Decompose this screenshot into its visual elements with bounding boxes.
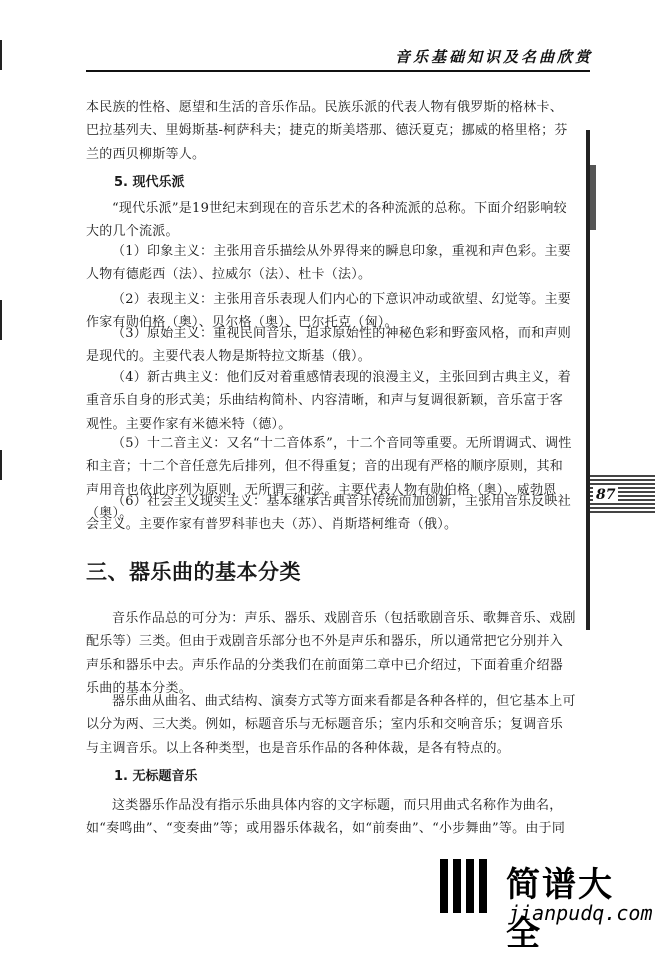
modern-school-heading: 5. 现代乐派 (114, 175, 185, 190)
primitivism-paragraph: （3）原始主义：重视民间音乐，追求原始性的神秘色彩和野蛮风格，而和声则是现代的。主要代表人物是斯特拉文斯基（俄）。 (86, 326, 572, 365)
running-header: 音乐基础知识及名曲欣赏 (394, 48, 593, 66)
piano-keys-icon (436, 855, 498, 917)
classification-paragraph-2: 器乐曲从曲名、曲式结构、演奏方式等方面来看都是各种各样的，但它基本上可以分为两、三大类。例如，标题音乐与无标题音乐；室内乐和交响音乐；复调音乐与主调音乐。以上各种类型，也是音乐作品的各种体裁，是各有特点的。 (86, 694, 576, 756)
watermark-title: 简谱大全 (506, 865, 614, 954)
twelve-tone-paragraph: （5）十二音主义：又名“十二音体系”，十二个音同等重要。无所谓调式、调性和主音；十二个音任意先后排列，但不得重复；音的出现有严格的顺序原则，其和声用音也依此序列为原则，无所谓三和弦。主要代表人物有勋伯格（奥）、威勃恩（奥）。 (86, 436, 572, 522)
neoclassicism-paragraph: （4）新古典主义：他们反对着重感情表现的浪漫主义，主张回到古典主义，着重音乐自身的形式美；乐曲结构简朴、内容清晰，和声与复调很新颖，音乐富于客观性。主要作家有米德米特（德）。 (86, 370, 572, 432)
untitled-music-heading: 1. 无标题音乐 (114, 769, 198, 784)
margin-mark (590, 165, 596, 230)
untitled-music-paragraph: 这类器乐作品没有指示乐曲具体内容的文字标题，而只用曲式名称作为曲名，如“奏鸣曲”、“变奏曲”等；或用器乐体裁名，如“前奏曲”、“小步舞曲”等。由于同 (86, 798, 566, 837)
scan-edge-lower (0, 450, 2, 480)
scan-edge-middle (0, 300, 2, 340)
socialist-realism-paragraph: （6）社会主义现实主义：基本继承古典音乐传统而加创新，主张用音乐反映社会主义。主要作家有普罗科菲也夫（苏）、肖斯塔柯维奇（俄）。 (86, 494, 572, 533)
nationalist-paragraph: 本民族的性格、愿望和生活的音乐作品。民族乐派的代表人物有俄罗斯的格林卡、巴拉基列夫、里姆斯基-柯萨科夫；捷克的斯美塔那、德沃夏克；挪威的格里格；芬兰的西贝柳斯等人。 (86, 100, 568, 162)
watermark-url: jianpudq.com (508, 901, 653, 925)
page-number-tab (590, 475, 655, 513)
impressionism-paragraph: （1）印象主义：主张用音乐描绘从外界得来的瞬息印象，重视和声色彩。主要人物有德彪西（法）、拉威尔（法）、杜卡（法）。 (86, 244, 572, 283)
watermark (436, 855, 653, 954)
expressionism-paragraph: （2）表现主义：主张用音乐表现人们内心的下意识冲动或欲望、幻觉等。主要作家有勋伯格（奥）、贝尔格（奥）、巴尔托克（匈）。 (86, 292, 572, 331)
page-number: 87 (593, 487, 618, 503)
classification-paragraph-1: 音乐作品总的可分为：声乐、器乐、戏剧音乐（包括歌剧音乐、歌舞音乐、戏剧配乐等）三类。但由于戏剧音乐部分也不外是声乐和器乐，所以通常把它分别并入声乐和器乐中去。声乐作品的分类我们在前面第二章中已介绍过，下面着重介绍器乐曲的基本分类。 (86, 611, 576, 697)
scan-edge-top (0, 40, 2, 70)
modern-intro-paragraph: “现代乐派”是19世纪末到现在的音乐艺术的各种流派的总称。下面介绍影响较大的几个流派。 (86, 201, 567, 240)
header-rule (86, 70, 590, 72)
section-heading: 三、器乐曲的基本分类 (86, 560, 301, 584)
